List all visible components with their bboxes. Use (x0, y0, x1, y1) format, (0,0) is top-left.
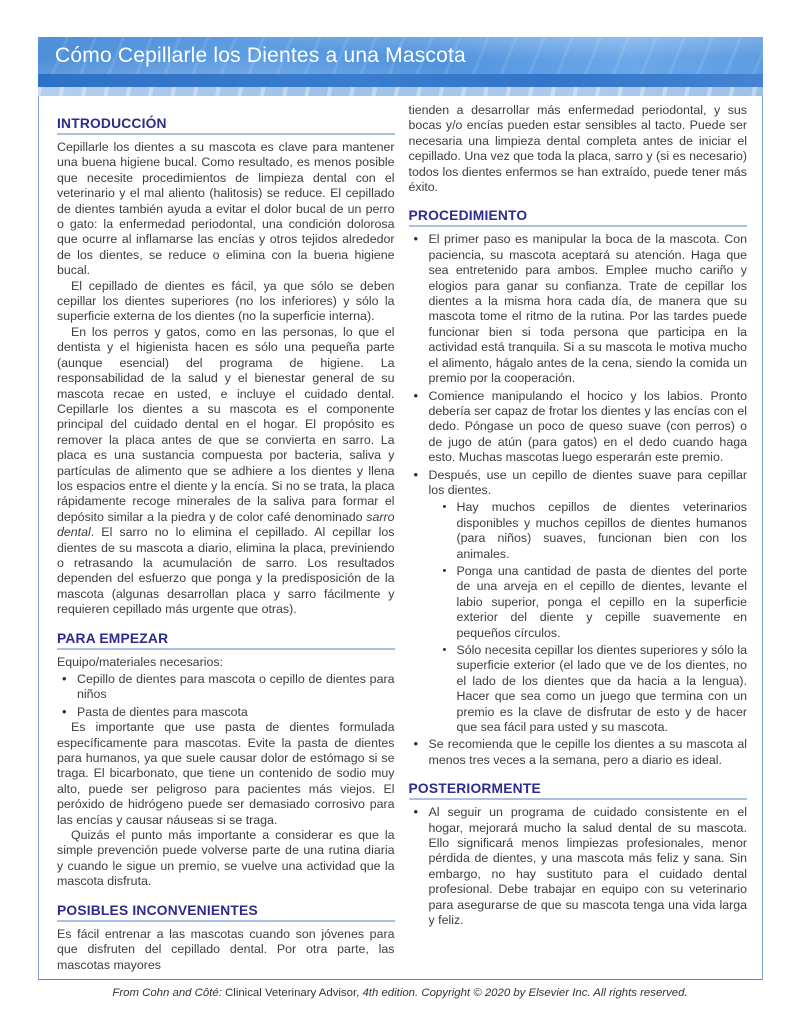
list-item: • El primer paso es manipular la boca de la mascota. Con paciencia, su mascota aceptará su atención. Haga que sea entretenido para ambos. Emplee mucho cariño y elogios para ganar su confianza. Trate de cepillar los dientes a la misma hora cada día, de manera que su mascota tome el ritmo de la rutina. Por las tardes puede funcionar bien si toda persona que participa en la actividad está tranquila. Si a su mascota le motiva mucho el alimento, hágalo antes de la cena, siendo la comida un premio por la cooperación. (409, 232, 748, 386)
heading-para-empezar: PARA EMPEZAR (57, 631, 395, 650)
list-item: • Pasta de dientes para mascota (57, 705, 395, 720)
heading-posibles-inconvenientes: POSIBLES INCONVENIENTES (57, 903, 395, 922)
introduccion-paragraph-2: El cepillado de dientes es fácil, ya que sólo se deben cepillar los dientes superiores (no los inferiores) y sólo la superficie externa de los dientes (no la superficie interna). (57, 278, 395, 324)
list-item: • Hay muchos cepillos de dientes veterinarios disponibles y muchos cepillos de dientes humanos (para niños) suaves, funcionan bien con los animales. (437, 500, 748, 562)
citation-book-title: Clinical Veterinary Advisor, (225, 987, 363, 999)
header-banner (38, 37, 763, 96)
posibles-inconvenientes-paragraph-left: Es fácil entrenar a las mascotas cuando son jóvenes para que disfruten del cepillado dental. Por otra parte, las mascotas mayores (57, 926, 395, 972)
page-title: Cómo Cepillarle los Dientes a una Mascota (55, 43, 466, 67)
citation-copyright: 4th edition. Copyright © 2020 by Elsevier Inc. All rights reserved. (362, 987, 688, 999)
list-item (409, 468, 748, 736)
content-box (38, 96, 763, 980)
footer-citation (0, 987, 800, 999)
introduccion-paragraph-3 (57, 325, 395, 618)
right-column (409, 103, 748, 979)
left-column (57, 103, 395, 979)
heading-introduccion: INTRODUCCIÓN (57, 116, 395, 135)
header-light-strip (38, 87, 763, 96)
posibles-inconvenientes-paragraph-continued: tienden a desarrollar más enfermedad periodontal, y sus bocas y/o encías pueden estar sensibles al tacto. Puede ser necesaria una limpieza dental completa antes de iniciar el cepillado. Una vez que toda la placa, sarro y (si es necesario) todos los dientes enfermos se han extraído, puede tener más éxito. (408, 103, 747, 195)
list-item: • Cepillo de dientes para mascota o cepillo de dientes para niños (57, 672, 395, 703)
header-accent-strip (38, 74, 763, 87)
para-empezar-intro: Equipo/materiales necesarios: (57, 654, 223, 669)
list-item: • Comience manipulando el hocico y los labios. Pronto debería ser capaz de frotar los dientes y las encías con el dedo. Póngase un poco de queso suave (con perros) o de jugo de atún (para gatos) en el dedo cuando haga esto. Muchas mascotas luego esperarán este premio. (409, 389, 748, 466)
list-item: • Ponga una cantidad de pasta de dientes del porte de una arveja en el cepillo de dientes, levante el labio superior, ponga el cepillo en la superficie exterior del diente y cepille suavemente en pequeños círculos. (437, 564, 748, 641)
header-banner-main (38, 37, 763, 74)
introduccion-paragraph-1: Cepillarle los dientes a su mascota es clave para mantener una buena higiene bucal. Como resultado, es menos posible que necesite procedimientos de limpieza dental con el veterinario y el mal aliento (halitosis) se reduce. El cepillado de dientes también ayuda a evitar el dolor bucal de un perro o gato: la enfermedad periodontal, una condición dolorosa que ocurre al inflamarse las encías y otros tejidos alrededor de los dientes, se reduce o elimina con la buena higiene bucal. (57, 140, 395, 278)
procedimiento-sublist (437, 500, 748, 735)
term-sarro-dental: sarro dental (57, 509, 395, 540)
equipment-list (57, 672, 395, 720)
para-empezar-paragraph-1: Es importante que use pasta de dientes formulada específicamente para mascotas. Evite la pasta de dientes para humanos, ya que suele causar dolor de estómago si se traga. El bicarbonato, que tiene un contenido de sodio muy alto, puede ser peligroso para pacientes más viejos. El peróxido de hidrógeno puede ser demasiado corrosivo para las encías y causar náuseas si se traga. (57, 720, 395, 827)
posteriormente-list (409, 805, 748, 928)
procedimiento-list (409, 232, 748, 768)
para-empezar-paragraph-2: Quizás el punto más importante a considerar es que la simple prevención puede volverse parte de una rutina diaria y cuando le sigue un premio, se vuelve una actividad que la mascota disfruta. (57, 828, 395, 889)
heading-posteriormente: POSTERIORMENTE (409, 781, 748, 800)
introduccion-paragraph-3-text: En los perros y gatos, como en las personas, lo que el dentista y el higienista hacen es sólo una pequeña parte (aunque esencial) del programa de higiene. La responsabilidad de la salud y el bienestar general de su mascota recae en usted, e incluye el cuidado dental. Cepillarle los dientes a su mascota es el componente principal del cuidado dental en el hogar. El propósito es remover la placa antes de que se convierta en sarro. La placa es una sustancia compuesta por bacteria, saliva y partículas de alimento que se adhiere a los dientes y llena los espacios entre el diente y la encía. Si no se trata, la placa rápidamente recoge minerales de la saliva para formar el depósito similar a la piedra y de color café denominado (57, 324, 395, 524)
list-item: • Al seguir un programa de cuidado consistente en el hogar, mejorará mucho la salud dental de su mascota. Ello significará menos limpiezas profesionales, menor pérdida de dientes, y una mascota más feliz y sana. Sin embargo, no hay sustituto para el cuidado dental profesional. Debe trabajar en equipo con su veterinario para asegurarse de que su mascota tenga una vida larga y feliz. (409, 805, 748, 928)
list-item-text: Después, use un cepillo de dientes suave para cepillar los dientes. (428, 467, 747, 497)
introduccion-paragraph-3-rest: . El sarro no lo elimina el cepillado. Al cepillar los dientes de su mascota a diario, elimina la placa, previniendo o retrasando la acumulación de sarro. Los resultados dependen del esfuerzo que ponga y la predisposición de la mascota (algunas desarrollan placa y sarro fácilmente y requieren cepillado más urgente que otras). (57, 525, 395, 617)
list-item: • Sólo necesita cepillar los dientes superiores y sólo la superficie exterior (el lado que ve de los dientes, no el lado de los dientes que da hacia a la lengua). Hacer que sea como un juego que termina con un premio es la clave de disfrutar de esto y de hacer que sea fácil para usted y su mascota. (437, 643, 748, 735)
heading-procedimiento: PROCEDIMIENTO (409, 208, 748, 227)
list-item: • Se recomienda que le cepille los dientes a su mascota al menos tres veces a la semana, pero a diario es ideal. (409, 737, 748, 768)
citation-source: From Cohn and Côté: (112, 987, 226, 999)
